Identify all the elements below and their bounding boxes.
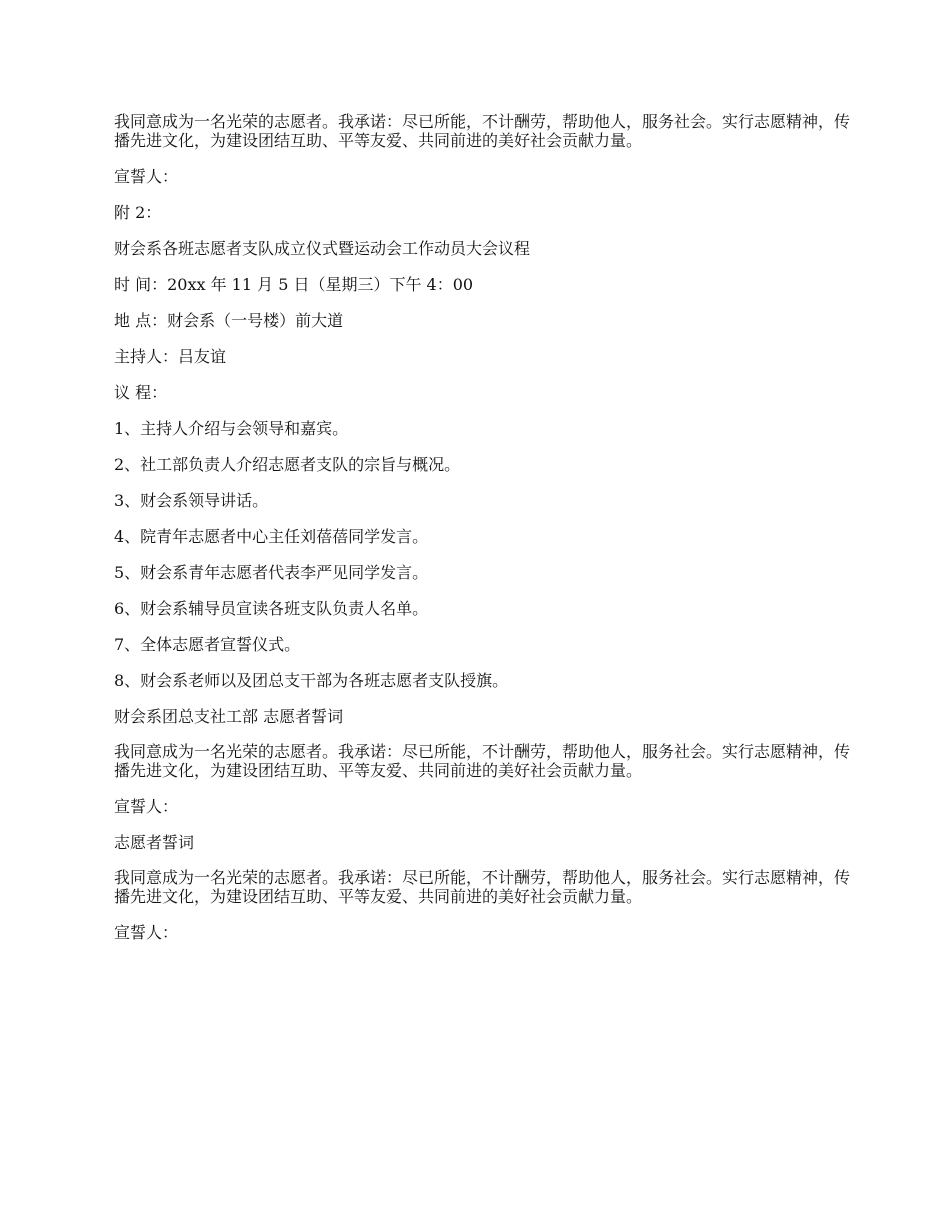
agenda-item: 7、全体志愿者宣誓仪式。 [114, 635, 301, 654]
oath-signature-line: 宣誓人： [114, 797, 179, 816]
oath-signature-line: 宣誓人： [114, 923, 179, 942]
oath-paragraph: 我同意成为一名光荣的志愿者。我承诺：尽已所能，不计酬劳，帮助他人，服务社会。实行志愿精神，传播先进文化，为建设团结互助、平等友爱、共同前进的美好社会贡献力量。 [114, 868, 851, 906]
agenda-item: 5、财会系青年志愿者代表李严见同学发言。 [114, 563, 429, 582]
document-body [114, 112, 854, 958]
appendix-label: 附 2： [114, 203, 162, 222]
agenda-heading: 议 程： [114, 383, 168, 402]
meeting-host: 主持人：吕友谊 [114, 347, 227, 366]
agenda-item: 4、院青年志愿者中心主任刘蓓蓓同学发言。 [114, 527, 429, 546]
oath-paragraph: 我同意成为一名光荣的志愿者。我承诺：尽已所能，不计酬劳，帮助他人，服务社会。实行志愿精神，传播先进文化，为建设团结互助、平等友爱、共同前进的美好社会贡献力量。 [114, 742, 851, 780]
agenda-title: 财会系各班志愿者支队成立仪式暨运动会工作动员大会议程 [114, 239, 531, 258]
agenda-item: 2、社工部负责人介绍志愿者支队的宗旨与概况。 [114, 455, 461, 474]
oath-signature-line: 宣誓人： [114, 167, 179, 186]
agenda-item: 1、主持人介绍与会领导和嘉宾。 [114, 419, 349, 438]
meeting-location: 地 点：财会系（一号楼）前大道 [114, 311, 344, 330]
agenda-item: 8、财会系老师以及团总支干部为各班志愿者支队授旗。 [114, 671, 509, 690]
agenda-item: 3、财会系领导讲话。 [114, 491, 269, 510]
agenda-item: 6、财会系辅导员宣读各班支队负责人名单。 [114, 599, 429, 618]
oath-title: 志愿者誓词 [114, 833, 195, 852]
oath-paragraph: 我同意成为一名光荣的志愿者。我承诺：尽已所能，不计酬劳，帮助他人，服务社会。实行志愿精神，传播先进文化，为建设团结互助、平等友爱、共同前进的美好社会贡献力量。 [114, 112, 851, 150]
meeting-time: 时 间：20xx 年 11 月 5 日（星期三）下午 4：00 [114, 275, 474, 294]
oath-section-title: 财会系团总支社工部 志愿者誓词 [114, 707, 344, 726]
